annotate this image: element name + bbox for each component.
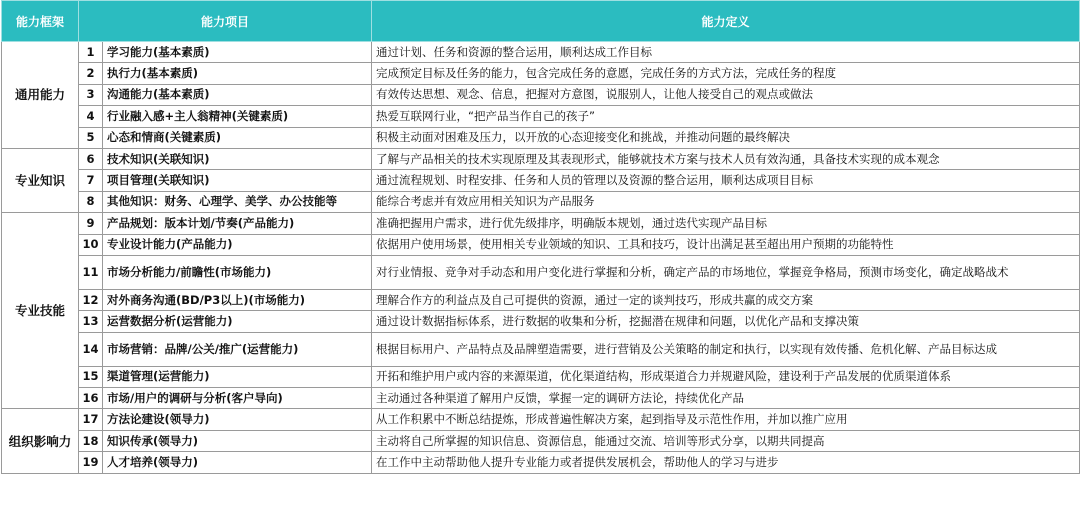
table-row: [2, 106, 1080, 127]
table-row: [2, 388, 1080, 409]
ability-definition: 在工作中主动帮助他人提升专业能力或者提供发展机会，帮助他人的学习与进步: [372, 452, 1080, 473]
table-row: [2, 42, 1080, 63]
ability-definition: 根据目标用户、产品特点及品牌塑造需要，进行营销及公关策略的制定和执行，以实现有效传播、危机化解、产品目标达成: [372, 332, 1080, 366]
row-number: 9: [79, 213, 103, 234]
row-number: 8: [79, 191, 103, 212]
table-row: [2, 170, 1080, 191]
row-number: 3: [79, 84, 103, 105]
ability-name: 行业融入感+主人翁精神(关键素质): [103, 106, 372, 127]
row-number: 7: [79, 170, 103, 191]
table-row: [2, 311, 1080, 332]
ability-definition: 主动通过各种渠道了解用户反馈，掌握一定的调研方法论，持续优化产品: [372, 388, 1080, 409]
ability-definition: 完成预定目标及任务的能力，包含完成任务的意愿，完成任务的方式方法，完成任务的程度: [372, 63, 1080, 84]
table-row: [2, 332, 1080, 366]
row-number: 1: [79, 42, 103, 63]
row-number: 13: [79, 311, 103, 332]
ability-name: 沟通能力(基本素质): [103, 84, 372, 105]
row-number: 11: [79, 255, 103, 289]
ability-name: 技术知识(关联知识): [103, 148, 372, 169]
category-cell: 专业知识: [2, 148, 79, 212]
category-cell: 通用能力: [2, 42, 79, 149]
row-number: 18: [79, 430, 103, 451]
ability-name: 方法论建设(领导力): [103, 409, 372, 430]
row-number: 10: [79, 234, 103, 255]
ability-name: 执行力(基本素质): [103, 63, 372, 84]
header-row: [2, 1, 1080, 42]
ability-name: 项目管理(关联知识): [103, 170, 372, 191]
row-number: 17: [79, 409, 103, 430]
ability-definition: 理解合作方的利益点及自己可提供的资源，通过一定的谈判技巧，形成共赢的成交方案: [372, 289, 1080, 310]
competency-table: [1, 0, 1080, 474]
row-number: 2: [79, 63, 103, 84]
ability-definition: 主动将自己所掌握的知识信息、资源信息，能通过交流、培训等形式分享，以期共同提高: [372, 430, 1080, 451]
ability-definition: 通过计划、任务和资源的整合运用，顺利达成工作目标: [372, 42, 1080, 63]
header-item: 能力项目: [79, 1, 372, 42]
row-number: 16: [79, 388, 103, 409]
table-row: [2, 127, 1080, 148]
table-row: [2, 213, 1080, 234]
table-row: [2, 289, 1080, 310]
row-number: 6: [79, 148, 103, 169]
category-cell: 组织影响力: [2, 409, 79, 473]
ability-definition: 对行业情报、竞争对手动态和用户变化进行掌握和分析，确定产品的市场地位，掌握竞争格局，预测市场变化，确定战略战术: [372, 255, 1080, 289]
ability-name: 人才培养(领导力): [103, 452, 372, 473]
ability-name: 市场营销：品牌/公关/推广(运营能力): [103, 332, 372, 366]
row-number: 19: [79, 452, 103, 473]
table-row: [2, 366, 1080, 387]
ability-definition: 有效传达思想、观念、信息，把握对方意图，说服别人，让他人接受自己的观点或做法: [372, 84, 1080, 105]
row-number: 12: [79, 289, 103, 310]
ability-name: 运营数据分析(运营能力): [103, 311, 372, 332]
header-definition: 能力定义: [372, 1, 1080, 42]
header-category: 能力框架: [2, 1, 79, 42]
table-row: [2, 255, 1080, 289]
ability-name: 其他知识：财务、心理学、美学、办公技能等: [103, 191, 372, 212]
table-row: [2, 452, 1080, 473]
category-cell: 专业技能: [2, 213, 79, 409]
table-row: [2, 84, 1080, 105]
ability-definition: 了解与产品相关的技术实现原理及其表现形式，能够就技术方案与技术人员有效沟通，具备技术实现的成本观念: [372, 148, 1080, 169]
ability-definition: 通过流程规划、时程安排、任务和人员的管理以及资源的整合运用，顺利达成项目目标: [372, 170, 1080, 191]
ability-definition: 准确把握用户需求，进行优先级排序，明确版本规划，通过迭代实现产品目标: [372, 213, 1080, 234]
ability-name: 对外商务沟通(BD/P3以上)(市场能力): [103, 289, 372, 310]
table-row: [2, 63, 1080, 84]
ability-definition: 积极主动面对困难及压力，以开放的心态迎接变化和挑战，并推动问题的最终解决: [372, 127, 1080, 148]
table-row: [2, 430, 1080, 451]
ability-name: 心态和情商(关键素质): [103, 127, 372, 148]
table-row: [2, 191, 1080, 212]
row-number: 5: [79, 127, 103, 148]
ability-name: 产品规划：版本计划/节奏(产品能力): [103, 213, 372, 234]
ability-definition: 热爱互联网行业，“把产品当作自己的孩子”: [372, 106, 1080, 127]
ability-name: 学习能力(基本素质): [103, 42, 372, 63]
ability-name: 市场/用户的调研与分析(客户导向): [103, 388, 372, 409]
ability-name: 专业设计能力(产品能力): [103, 234, 372, 255]
ability-definition: 开拓和维护用户或内容的来源渠道，优化渠道结构，形成渠道合力并规避风险，建设利于产品发展的优质渠道体系: [372, 366, 1080, 387]
ability-name: 渠道管理(运营能力): [103, 366, 372, 387]
table-row: [2, 234, 1080, 255]
ability-name: 知识传承(领导力): [103, 430, 372, 451]
table-row: [2, 148, 1080, 169]
ability-name: 市场分析能力/前瞻性(市场能力): [103, 255, 372, 289]
ability-definition: 能综合考虑并有效应用相关知识为产品服务: [372, 191, 1080, 212]
row-number: 15: [79, 366, 103, 387]
ability-definition: 通过设计数据指标体系，进行数据的收集和分析，挖掘潜在规律和问题，以优化产品和支撑决策: [372, 311, 1080, 332]
row-number: 4: [79, 106, 103, 127]
ability-definition: 从工作积累中不断总结提炼，形成普遍性解决方案，起到指导及示范性作用，并加以推广应用: [372, 409, 1080, 430]
table-row: [2, 409, 1080, 430]
ability-definition: 依据用户使用场景，使用相关专业领域的知识、工具和技巧，设计出满足甚至超出用户预期的功能特性: [372, 234, 1080, 255]
row-number: 14: [79, 332, 103, 366]
